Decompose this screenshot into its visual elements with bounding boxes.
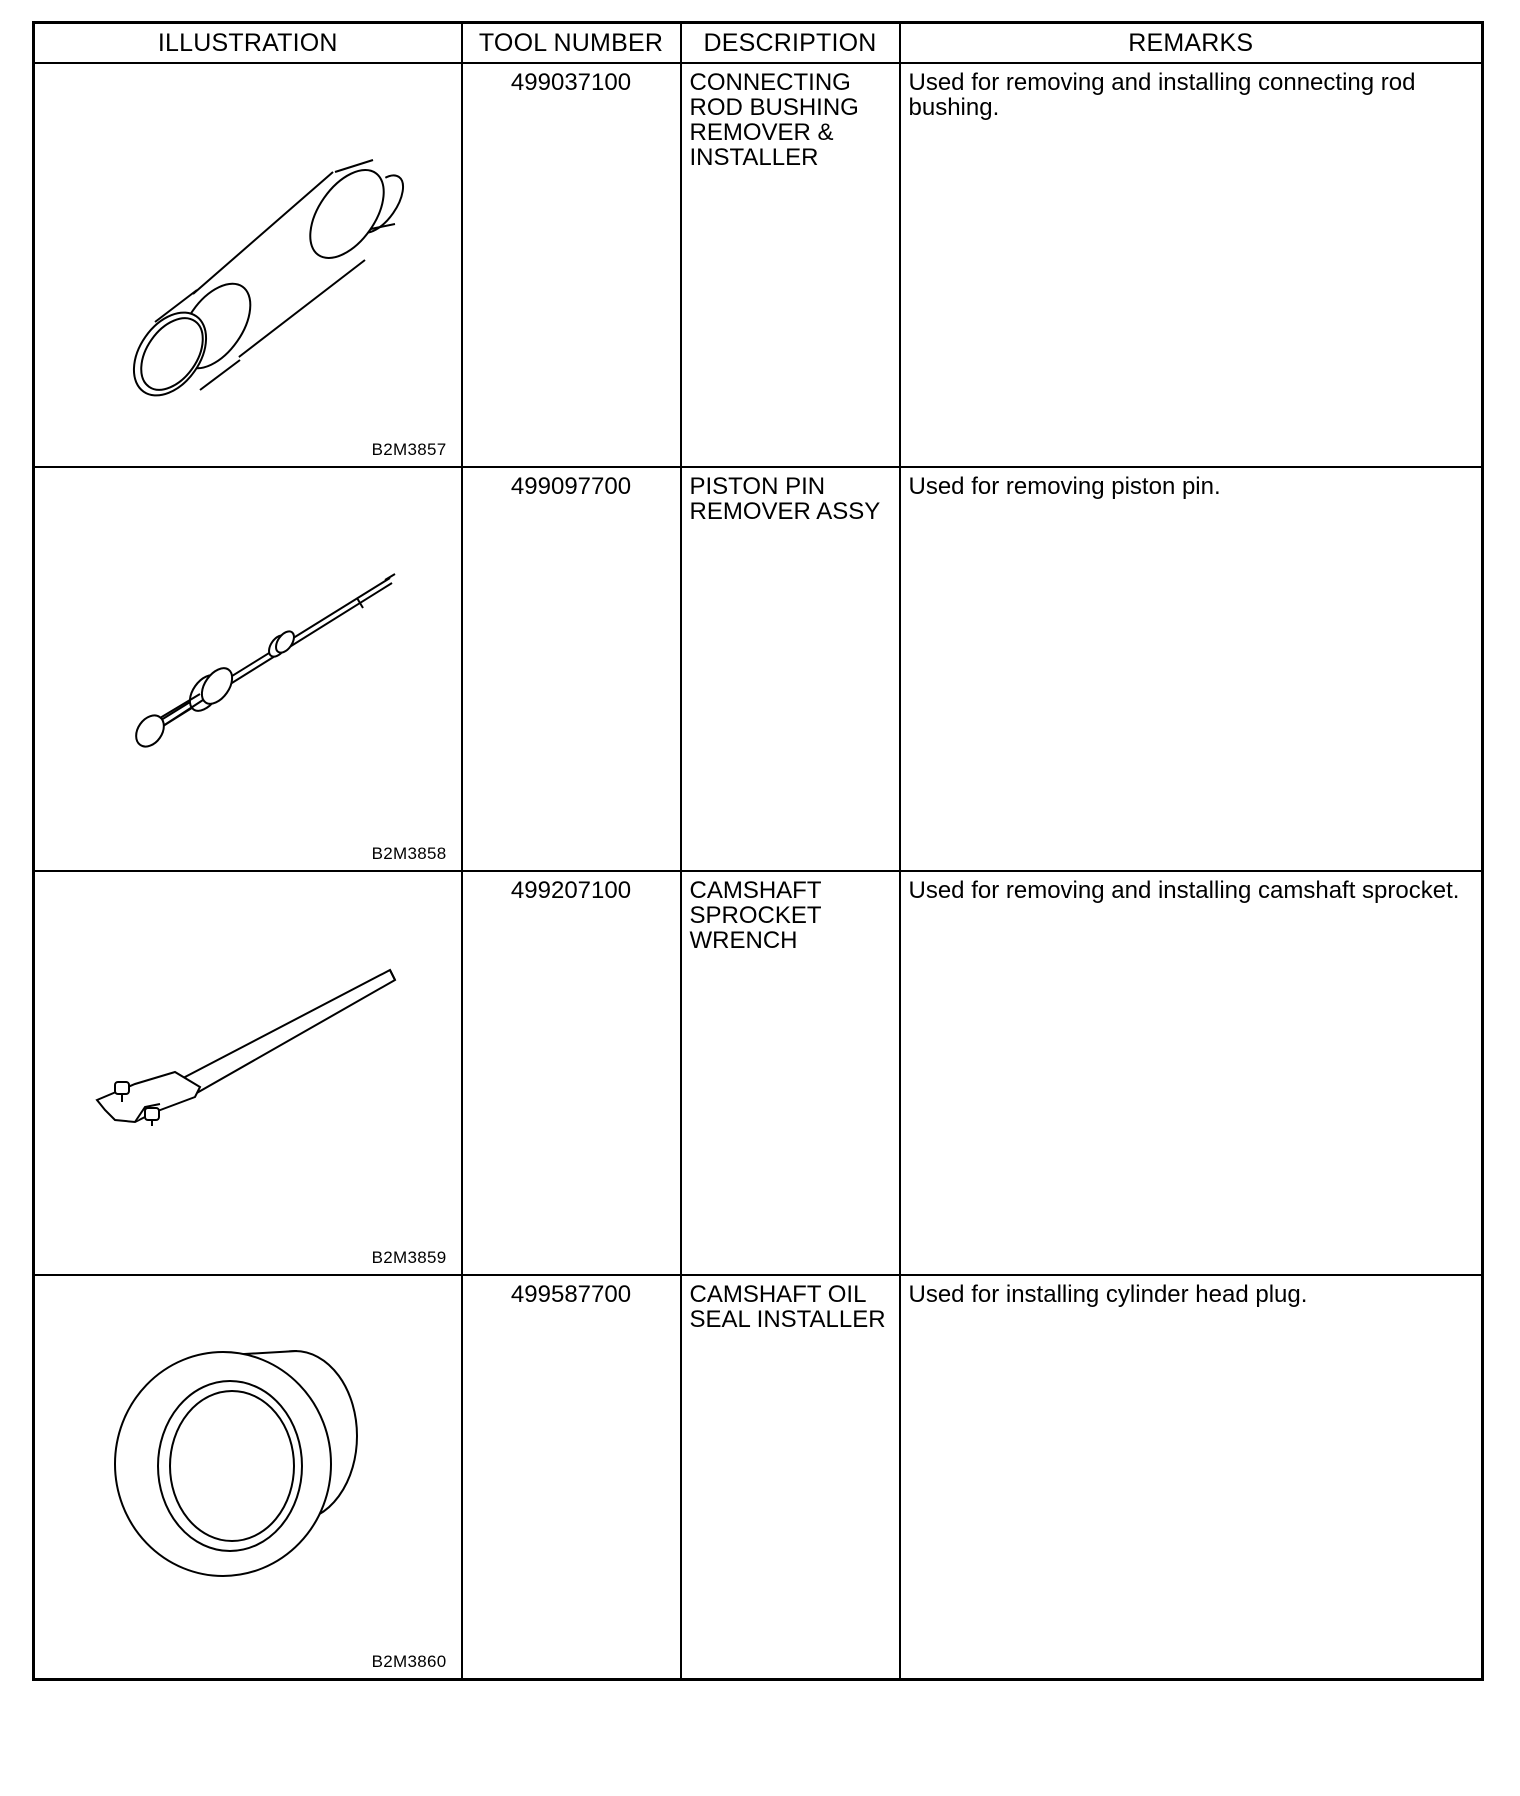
description-cell <box>681 467 900 871</box>
remarks-cell <box>900 63 1483 467</box>
special-tools-table <box>32 21 1484 1681</box>
description-text: CAMSHAFT OIL SEAL INSTALLER <box>689 1281 886 1333</box>
description-text: CONNECTING ROD BUSHING REMOVER & INSTALLER <box>689 69 859 171</box>
remarks-cell <box>900 1275 1483 1680</box>
remarks-text: Used for removing and installing connecting rod bushing. <box>908 69 1416 121</box>
remarks-text: Used for removing piston pin. <box>908 473 1221 500</box>
table-row <box>34 871 1483 1275</box>
description-cell <box>681 1275 900 1680</box>
table-row <box>34 63 1483 467</box>
table-row <box>34 467 1483 871</box>
remarks-text: Used for installing cylinder head plug. <box>908 1281 1308 1308</box>
table-row <box>34 1275 1483 1680</box>
description-cell <box>681 63 900 467</box>
figure-code: B2M3859 <box>371 1248 447 1267</box>
description-cell <box>681 871 900 1275</box>
header-illustration: ILLUSTRATION <box>34 23 462 64</box>
sprocket-wrench-icon <box>35 872 463 1268</box>
header-description: DESCRIPTION <box>681 23 900 64</box>
header-tool-number: TOOL NUMBER <box>462 23 681 64</box>
figure-code: B2M3858 <box>371 844 447 863</box>
bushing-remover-icon <box>35 64 463 460</box>
tool-number-cell: 499097700 <box>462 467 681 871</box>
remarks-cell <box>900 467 1483 871</box>
illustration-cell <box>34 871 462 1275</box>
tool-number-cell: 499587700 <box>462 1275 681 1680</box>
figure-code: B2M3857 <box>371 440 447 459</box>
tool-number-cell: 499037100 <box>462 63 681 467</box>
figure-code: B2M3860 <box>371 1652 447 1671</box>
description-text: PISTON PIN REMOVER ASSY <box>689 473 881 525</box>
description-text: CAMSHAFT SPROCKET WRENCH <box>689 877 822 954</box>
piston-pin-remover-icon <box>35 468 463 864</box>
oil-seal-installer-icon <box>35 1276 463 1672</box>
illustration-cell <box>34 63 462 467</box>
tool-number-cell: 499207100 <box>462 871 681 1275</box>
table-header-row <box>34 23 1483 64</box>
illustration-cell <box>34 467 462 871</box>
remarks-cell <box>900 871 1483 1275</box>
header-remarks: REMARKS <box>900 23 1483 64</box>
illustration-cell <box>34 1275 462 1680</box>
remarks-text: Used for removing and installing camshaft sprocket. <box>908 877 1460 904</box>
